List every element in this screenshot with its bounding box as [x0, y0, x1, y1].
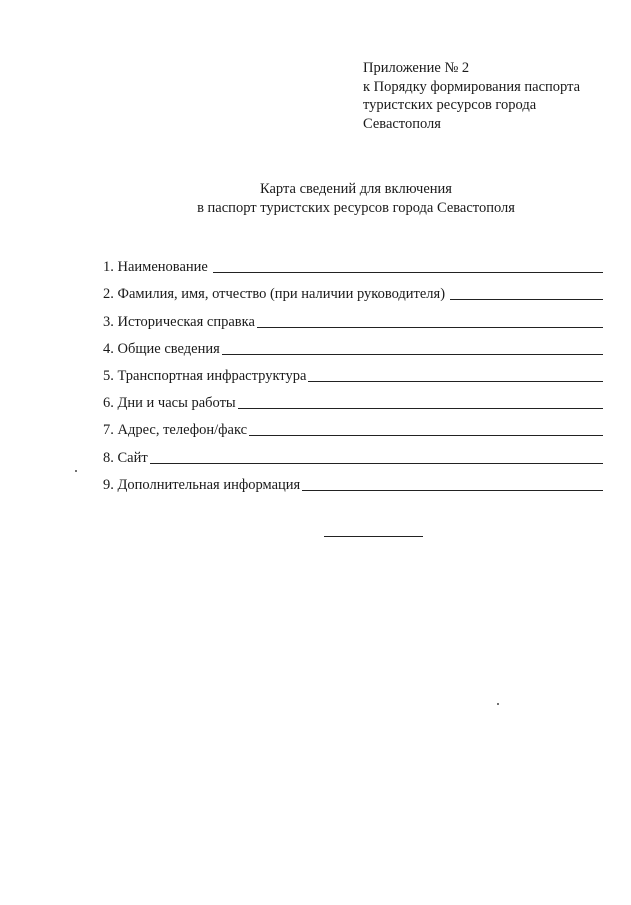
field-label: 6. Дни и часы работы	[103, 395, 236, 412]
scan-speck	[497, 703, 499, 705]
scan-speck	[75, 470, 77, 472]
closing-divider	[324, 536, 423, 537]
field-label: 2. Фамилия, имя, отчество (при наличии руководителя)	[103, 286, 446, 303]
document-title	[0, 180, 631, 218]
fill-in-line[interactable]	[450, 298, 603, 300]
appendix-number: Приложение № 2	[363, 60, 470, 76]
field-label: 3. Историческая справка	[103, 313, 255, 330]
field-label: 9. Дополнительная информация	[103, 476, 301, 493]
field-label: 5. Транспортная инфраструктура	[103, 367, 307, 384]
fill-in-line[interactable]	[238, 407, 603, 409]
fill-in-line[interactable]	[249, 434, 603, 436]
form-fields	[103, 249, 603, 494]
field-full-name	[103, 276, 603, 303]
fill-in-line[interactable]	[308, 380, 603, 382]
field-working-hours	[103, 385, 603, 412]
field-label: 7. Адрес, телефон/факс	[103, 422, 248, 439]
field-label: 8. Сайт	[103, 449, 148, 466]
fill-in-line[interactable]	[257, 326, 603, 328]
field-label: 4. Общие сведения	[103, 340, 220, 357]
field-label: 1. Наименование	[103, 259, 208, 276]
field-website	[103, 439, 603, 466]
field-address-phone	[103, 412, 603, 439]
field-historical-note	[103, 303, 603, 330]
title-line-2: в паспорт туристских ресурсов города Севастополя	[197, 200, 515, 216]
appendix-reference-line-3: Севастополя	[363, 115, 441, 132]
appendix-reference-line-2: туристских ресурсов города	[363, 97, 537, 113]
field-general-info	[103, 331, 603, 358]
field-name	[103, 249, 603, 276]
field-additional-info	[103, 467, 603, 494]
title-line-1: Карта сведений для включения	[260, 181, 452, 197]
fill-in-line[interactable]	[222, 353, 603, 355]
appendix-reference-line-1: к Порядку формирования паспорта	[363, 78, 581, 95]
fill-in-line[interactable]	[150, 462, 603, 464]
appendix-header	[363, 59, 613, 133]
field-transport	[103, 358, 603, 385]
fill-in-line[interactable]	[302, 489, 603, 491]
fill-in-line[interactable]	[213, 271, 603, 273]
